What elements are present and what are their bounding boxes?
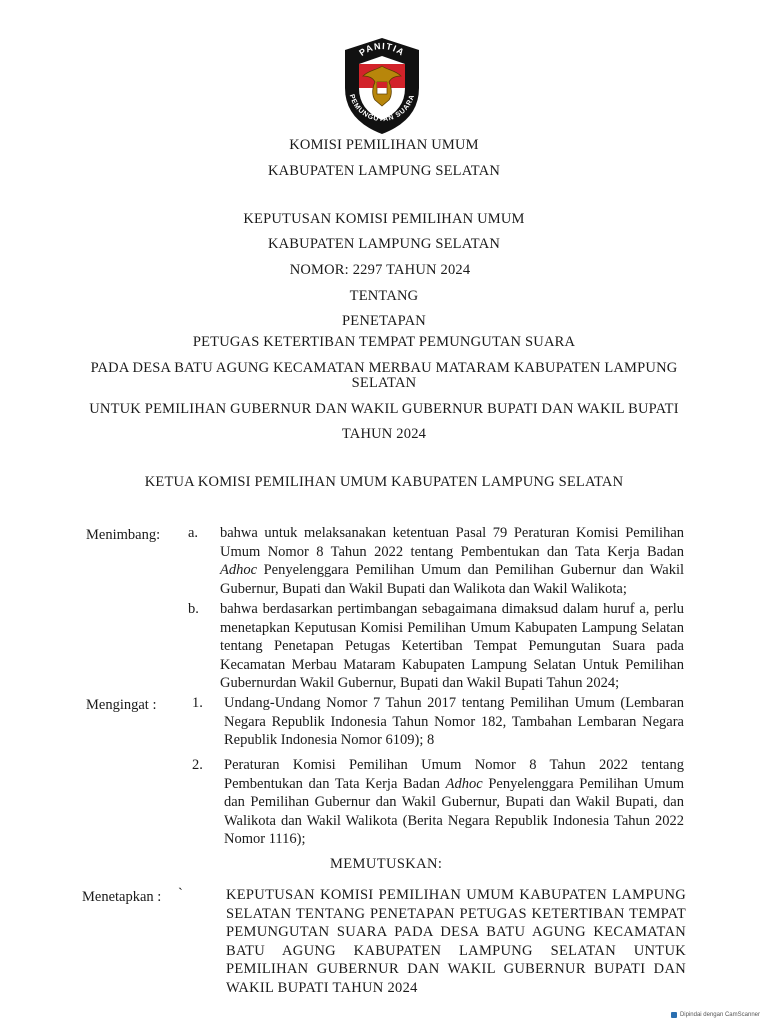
decision-subject-4: UNTUK PEMILIHAN GUBERNUR DAN WAKIL GUBERNUR BUPATI DAN WAKIL BUPATI [89,401,679,417]
decision-title-2: KABUPATEN LAMPUNG SELATAN [267,236,501,252]
item-text: Peraturan Komisi Pemilihan Umum Nomor 8 Tahun 2022 tentang Pembentukan dan Tata Kerja Badan [224,757,684,792]
item-text: Undang-Undang Nomor 7 Tahun 2017 tentang Pemilihan Umum (Lembaran Negara Republik Indonesia Tahun Nomor 182, Tambahan Lembaran Negara Republik Indonesia Nomor 6109); 8 [224,695,684,748]
mengingat-item-1 [192,694,684,750]
item-italic: Adhoc [220,562,258,578]
item-text-cont: Penyelenggara Pemilihan Umum dan Pemilihan Gubernur dan Wakil Gubernur, Bupati dan Wakil Bupati, dan Walikota dan Wakil Walikota (Berita Negara Republik Indonesia Tahun 2022 Nomor 1116); [224,775,684,847]
menetapkan-text: KEPUTUSAN KOMISI PEMILIHAN UMUM KABUPATEN LAMPUNG SELATAN TENTANG PENETAPAN PETUGAS KETERTIBAN TEMPAT PEMUNGUTAN SUARA PADA DESA BATU AGUNG KECAMATAN BATU AGUNG KABUPATEN LAMPUNG SELATAN UNTUK PEMILIHAN GUBERNUR DAN WAKIL GUBERNUR BUPATI DAN WAKIL BUPATI TAHUN 2024 [226,887,686,996]
camscanner-icon [671,1012,677,1018]
item-text: bahwa berdasarkan pertimbangan sebagaimana dimaksud dalam huruf a, perlu menetapkan Keputusan Komisi Pemilihan Umum Kabupaten Lampung Selatan tentang Penetapan Petugas Ketertiban Tempat Pemungutan Suara pada Kecamatan Merbau Mataram Kabupaten Lampung Selatan Untuk Pemilihan Gubernurdan Wakil Gubernur, Bupati dan Wakil Bupati Tahun 2024; [220,601,684,691]
item-number: b. [188,601,199,617]
decision-title-1: KEPUTUSAN KOMISI PEMILIHAN UMUM [243,211,525,227]
item-number: 2. [192,757,203,773]
decision-number: NOMOR: 2297 TAHUN 2024 [289,262,471,278]
mengingat-label: Mengingat : [86,697,157,713]
item-number: 1. [192,695,203,711]
menimbang-item-b [188,600,684,693]
menetapkan-mark: ` [178,886,183,902]
mengingat-item-2 [192,756,684,849]
emblem-top-text: PANITIA [357,40,407,58]
decision-subject-3b: SELATAN [351,375,417,391]
item-text: bahwa untuk melaksanakan ketentuan Pasal 79 Peraturan Komisi Pemilihan Umum Nomor 8 Tahun 2022 tentang Pembentukan dan Tata Kerja Badan [220,525,684,560]
item-number: a. [188,525,199,541]
kpu-emblem-icon [339,36,425,136]
item-italic: Adhoc [445,775,483,792]
decision-subject-5: TAHUN 2024 [341,426,427,442]
memutuskan-heading: MEMUTUSKAN: [330,856,443,872]
decision-subject-2: PETUGAS KETERTIBAN TEMPAT PEMUNGUTAN SUARA [192,334,576,350]
menetapkan-label: Menetapkan : [82,889,162,905]
scanner-stamp [671,1012,760,1018]
org-line-2: KABUPATEN LAMPUNG SELATAN [267,163,501,179]
scanner-stamp-text: Dipindai dengan CamScanner [679,1012,760,1018]
item-text-cont: Penyelenggara Pemilihan Umum dan Pemilihan Gubernur dan Wakil Gubernur, Bupati dan Wakil Bupati dan Walikota dan Wakil Walikota; [220,562,684,597]
menimbang-item-a [188,524,684,598]
emblem-bottom-text: PEMUNGUTAN SUARA [347,93,417,124]
decision-subject-3a: PADA DESA BATU AGUNG KECAMATAN MERBAU MATARAM KABUPATEN LAMPUNG [90,360,678,376]
menimbang-label: Menimbang: [86,527,161,543]
decision-subject-1: PENETAPAN [342,313,426,329]
org-line-1: KOMISI PEMILIHAN UMUM [289,137,479,153]
decision-about: TENTANG [349,288,419,304]
chair-heading: KETUA KOMISI PEMILIHAN UMUM KABUPATEN LAMPUNG SELATAN [144,474,624,490]
